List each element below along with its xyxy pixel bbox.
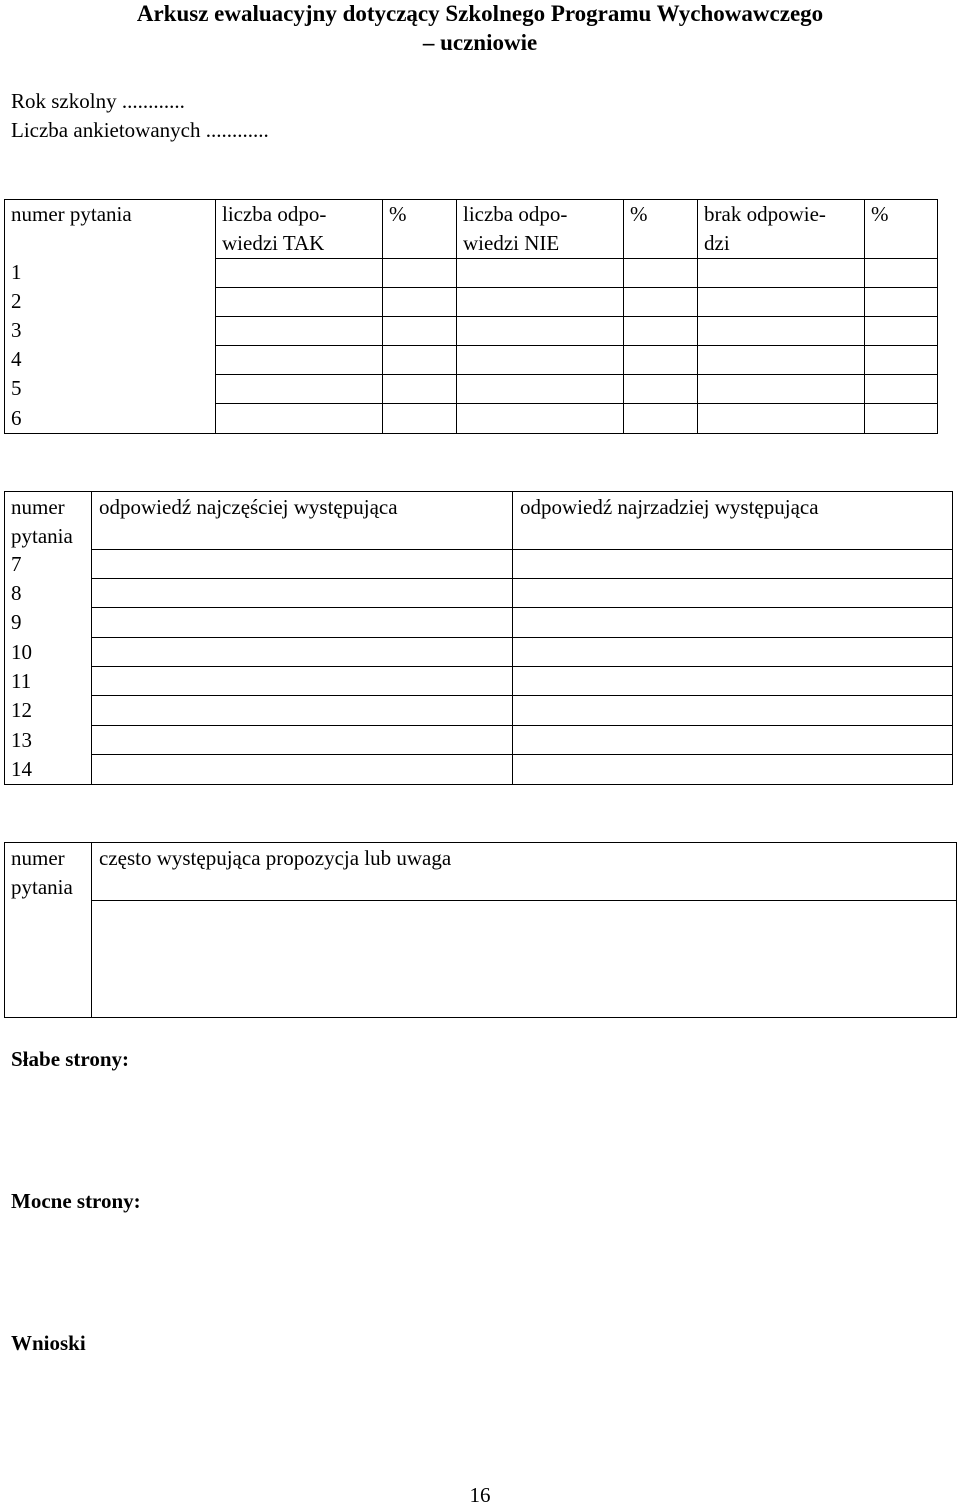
header-yes-count-line2: wiedzi TAK — [222, 231, 325, 255]
document-title-line-1: Arkusz ewaluacyjny dotyczący Szkolnego Programu Wychowawczego — [136, 1, 824, 26]
table2-row-number: 11 — [11, 669, 32, 693]
header-most-frequent-answer: odpowiedź najczęściej występująca — [99, 495, 398, 519]
header-question-number-line2: pytania — [11, 524, 73, 548]
strong-points-heading: Mocne strony: — [11, 1189, 141, 1213]
table1-row-number: 5 — [11, 376, 22, 400]
document-title-line-2: – uczniowie — [422, 30, 538, 55]
table1-row-number: 4 — [11, 347, 22, 371]
table1-row-number: 2 — [11, 289, 22, 313]
header-common-suggestion: często występująca propozycja lub uwaga — [99, 846, 452, 870]
table1-row-number: 1 — [11, 260, 22, 284]
table2-row-number: 12 — [11, 698, 32, 722]
table2-row-number: 10 — [11, 640, 32, 664]
table1-row-number: 3 — [11, 318, 22, 342]
header-no-answer-percent: % — [871, 202, 889, 226]
table2-row-number: 8 — [11, 581, 22, 605]
table2-row-number: 13 — [11, 728, 32, 752]
header-no-percent: % — [630, 202, 648, 226]
header-no-count-line1: liczba odpo- — [463, 202, 568, 226]
header-yes-percent: % — [389, 202, 407, 226]
header-no-count-line2: wiedzi NIE — [463, 231, 560, 255]
weak-points-heading: Słabe strony: — [11, 1047, 130, 1071]
header-no-answer-line1: brak odpowie- — [704, 202, 826, 226]
table2-row-number: 14 — [11, 757, 32, 781]
header-question-number-line1: numer — [11, 495, 65, 519]
school-year-field: Rok szkolny ............ — [11, 89, 185, 113]
header-no-answer-line2: dzi — [704, 231, 730, 255]
respondents-count-field: Liczba ankietowanych ............ — [11, 118, 269, 142]
conclusions-heading: Wnioski — [11, 1331, 86, 1355]
header-question-number-line1: numer — [11, 846, 65, 870]
table1-row-number: 6 — [11, 406, 22, 430]
header-least-frequent-answer: odpowiedź najrzadziej występująca — [520, 495, 819, 519]
header-question-number: numer pytania — [11, 202, 132, 226]
page-number: 16 — [469, 1483, 491, 1507]
header-yes-count-line1: liczba odpo- — [222, 202, 327, 226]
table2-row-number: 7 — [11, 552, 22, 576]
header-question-number-line2: pytania — [11, 875, 73, 899]
table2-row-number: 9 — [11, 610, 22, 634]
